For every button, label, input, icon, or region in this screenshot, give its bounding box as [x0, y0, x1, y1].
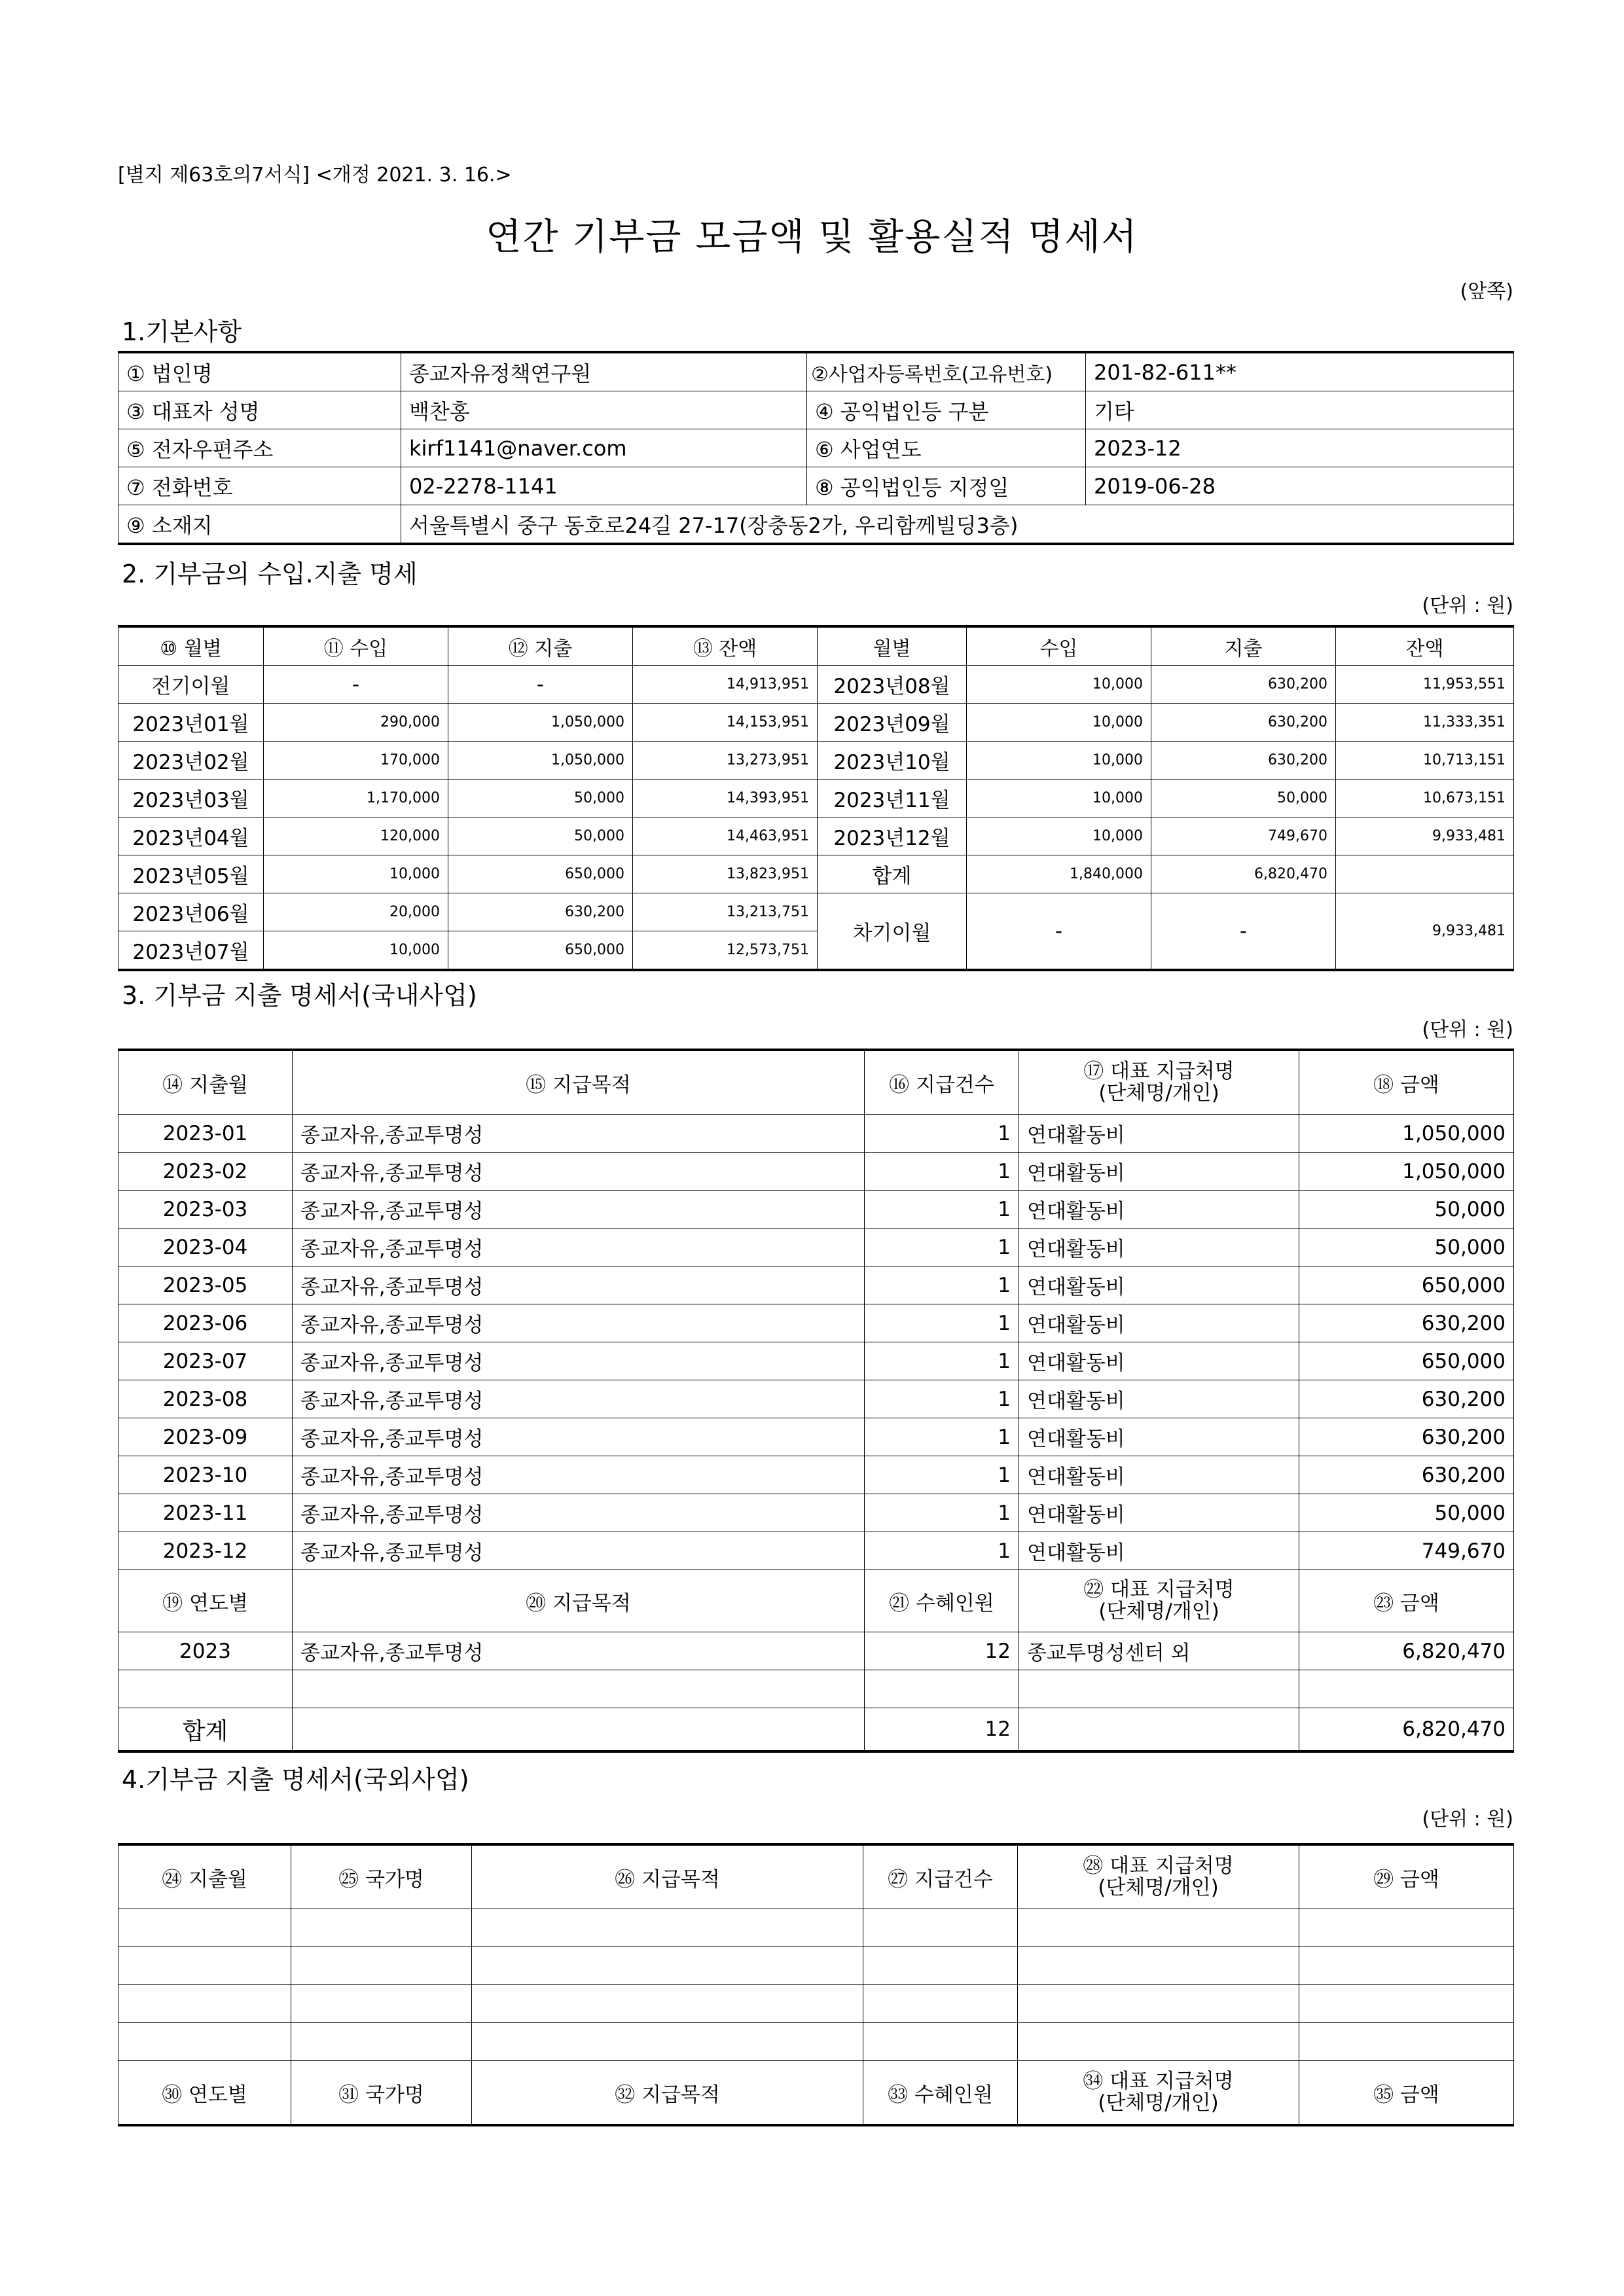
expense-cell: 630,200 [1151, 742, 1336, 780]
unit-label: (단위 : 원) [1422, 1018, 1513, 1041]
month-cell: 2023-05 [118, 1266, 293, 1304]
total-beneficiaries: 12 [865, 1708, 1019, 1752]
income-cell: 10,000 [967, 742, 1151, 780]
header-recipient-line2: (단체명/개인) [1098, 1081, 1219, 1105]
basic-row [118, 352, 1514, 391]
income-expense-table [118, 625, 1514, 971]
month-cell: 2023년02월 [118, 742, 264, 780]
month-cell: 2023-09 [118, 1418, 293, 1456]
recipient-cell: 연대활동비 [1019, 1191, 1299, 1229]
carry-income-cell: - [967, 893, 1151, 971]
overseas-empty-row [118, 1947, 1514, 1985]
label-location: ⑨ 소재지 [118, 505, 401, 545]
empty-cell [291, 1985, 472, 2023]
amount-cell: 650,000 [1299, 1266, 1514, 1304]
income-cell: 10,000 [264, 855, 448, 893]
purpose-cell: 종교자유,종교투명성 [293, 1266, 865, 1304]
value-representative: 백찬홍 [401, 391, 807, 429]
month-cell: 2023년11월 [818, 780, 967, 817]
header-recipient-line1: ㉘ 대표 지급처명 [1083, 1854, 1234, 1878]
header-month: ⑩ 월별 [118, 626, 264, 666]
overseas-empty-row [118, 2023, 1514, 2061]
value-phone: 02-2278-1141 [401, 467, 807, 505]
balance-cell: 13,823,951 [633, 855, 818, 893]
empty-cell [472, 1985, 863, 2023]
empty-cell [118, 1985, 291, 2023]
month-cell: 2023년08월 [818, 666, 967, 704]
page-side-note: (앞쪽) [1460, 280, 1513, 303]
value-business-number: 201-82-611** [1086, 352, 1514, 391]
purpose-cell: 종교자유,종교투명성 [293, 1115, 865, 1153]
count-cell: 1 [865, 1229, 1019, 1266]
month-cell: 2023-08 [118, 1380, 293, 1418]
empty-cell [863, 1947, 1018, 1985]
recipient-cell: 연대활동비 [1019, 1532, 1299, 1570]
total-purpose [293, 1708, 865, 1752]
expense-cell: 50,000 [1151, 780, 1336, 817]
income-cell: 1,170,000 [264, 780, 448, 817]
empty-cell [865, 1670, 1019, 1708]
header-recipient [1018, 1844, 1299, 1909]
header-expense-month: ㉔ 지출월 [118, 1844, 291, 1909]
domestic-row [118, 1418, 1514, 1456]
empty-cell [118, 2023, 291, 2061]
section-1-title: 1.기본사항 [122, 317, 242, 346]
header-recipient-2-line1: ㉞ 대표 지급처명 [1083, 2070, 1234, 2094]
header-income-2: 수입 [967, 626, 1151, 666]
domestic-row [118, 1532, 1514, 1570]
month-cell: 2023-03 [118, 1191, 293, 1229]
amount-cell: 1,050,000 [1299, 1153, 1514, 1191]
expense-cell: 630,200 [1151, 704, 1336, 742]
count-cell: 1 [865, 1191, 1019, 1229]
empty-cell [118, 1909, 291, 1947]
count-cell: 1 [865, 1304, 1019, 1342]
unit-label: (단위 : 원) [1422, 1808, 1513, 1831]
unit-label: (단위 : 원) [1422, 594, 1513, 617]
header-amount-2: ㉓ 금액 [1299, 1570, 1514, 1632]
overseas-header-row [118, 1844, 1514, 1909]
header-beneficiaries: ㉑ 수혜인원 [865, 1570, 1019, 1632]
purpose-cell: 종교자유,종교투명성 [293, 1456, 865, 1494]
domestic-row [118, 1456, 1514, 1494]
domestic-row [118, 1115, 1514, 1153]
income-row [118, 780, 1514, 817]
empty-cell [472, 2023, 863, 2061]
value-org-type: 기타 [1086, 391, 1514, 429]
basic-row [118, 467, 1514, 505]
header-recipient [1019, 1050, 1299, 1115]
purpose-cell: 종교자유,종교투명성 [293, 1153, 865, 1191]
empty-cell [1299, 2023, 1514, 2061]
recipient-cell: 연대활동비 [1019, 1229, 1299, 1266]
total-recipient [1019, 1708, 1299, 1752]
label-corp-name: ① 법인명 [118, 352, 401, 391]
expense-total-cell: 6,820,470 [1151, 855, 1336, 893]
recipient-cell: 연대활동비 [1019, 1153, 1299, 1191]
year-cell: 2023 [118, 1632, 293, 1670]
expense-cell: 650,000 [448, 931, 633, 971]
income-cell: 120,000 [264, 817, 448, 855]
header-country: ㉕ 국가명 [291, 1844, 472, 1909]
income-cell: 290,000 [264, 704, 448, 742]
header-recipient-2-line1: ㉒ 대표 지급처명 [1083, 1578, 1235, 1602]
header-beneficiaries: ㉝ 수혜인원 [863, 2061, 1018, 2126]
empty-cell [472, 1909, 863, 1947]
balance-cell: 14,463,951 [633, 817, 818, 855]
count-cell: 1 [865, 1494, 1019, 1532]
header-amount-2: ㉟ 금액 [1299, 2061, 1514, 2126]
domestic-row [118, 1342, 1514, 1380]
domestic-empty-row [118, 1670, 1514, 1708]
month-cell: 2023년09월 [818, 704, 967, 742]
purpose-cell: 종교자유,종교투명성 [293, 1191, 865, 1229]
income-cell: 10,000 [967, 780, 1151, 817]
header-expense-month: ⑭ 지출월 [118, 1050, 293, 1115]
expense-cell: 50,000 [448, 780, 633, 817]
header-recipient-2 [1019, 1570, 1299, 1632]
balance-cell: 14,913,951 [633, 666, 818, 704]
amount-cell: 6,820,470 [1299, 1632, 1514, 1670]
amount-cell: 630,200 [1299, 1456, 1514, 1494]
empty-cell [1299, 1670, 1514, 1708]
domestic-row [118, 1229, 1514, 1266]
label-org-type: ④ 공익법인등 구분 [807, 391, 1086, 429]
empty-cell [1299, 1909, 1514, 1947]
expense-cell: 650,000 [448, 855, 633, 893]
expense-cell: 630,200 [448, 893, 633, 931]
empty-cell [1299, 1985, 1514, 2023]
domestic-expense-table [118, 1049, 1514, 1753]
amount-cell: 630,200 [1299, 1418, 1514, 1456]
header-balance: ⑬ 잔액 [633, 626, 818, 666]
overseas-empty-row [118, 1909, 1514, 1947]
domestic-total-row [118, 1708, 1514, 1752]
total-amount: 6,820,470 [1299, 1708, 1514, 1752]
balance-cell: 10,673,151 [1336, 780, 1514, 817]
income-row [118, 704, 1514, 742]
recipient-cell: 종교투명성센터 외 [1019, 1632, 1299, 1670]
month-cell: 2023년05월 [118, 855, 264, 893]
header-expense: ⑫ 지출 [448, 626, 633, 666]
amount-cell: 50,000 [1299, 1229, 1514, 1266]
empty-cell [293, 1670, 865, 1708]
count-cell: 1 [865, 1380, 1019, 1418]
header-recipient-line2: (단체명/개인) [1098, 1876, 1219, 1899]
overseas-expense-table [118, 1843, 1514, 2126]
count-cell: 1 [865, 1115, 1019, 1153]
section-3-title: 3. 기부금 지출 명세서(국내사업) [122, 981, 477, 1010]
header-expense-2: 지출 [1151, 626, 1336, 666]
label-business-number: ②사업자등록번호(고유번호) [807, 352, 1086, 391]
month-cell: 2023년07월 [118, 931, 264, 971]
recipient-cell: 연대활동비 [1019, 1494, 1299, 1532]
month-cell: 2023-11 [118, 1494, 293, 1532]
income-cell: 170,000 [264, 742, 448, 780]
purpose-cell: 종교자유,종교투명성 [293, 1304, 865, 1342]
header-amount: ㉙ 금액 [1299, 1844, 1514, 1909]
month-cell: 2023년12월 [818, 817, 967, 855]
income-row [118, 666, 1514, 704]
month-cell: 2023-01 [118, 1115, 293, 1153]
income-cell: 10,000 [967, 704, 1151, 742]
domestic-header-row [118, 1050, 1514, 1115]
header-country-2: ㉛ 국가명 [291, 2061, 472, 2126]
amount-cell: 50,000 [1299, 1494, 1514, 1532]
purpose-cell: 종교자유,종교투명성 [293, 1342, 865, 1380]
count-cell: 1 [865, 1532, 1019, 1570]
empty-cell [863, 2023, 1018, 2061]
header-purpose-2: ㉜ 지급목적 [472, 2061, 863, 2126]
basic-row [118, 505, 1514, 545]
empty-cell [291, 2023, 472, 2061]
income-cell: 10,000 [967, 666, 1151, 704]
balance-cell: 13,213,751 [633, 893, 818, 931]
income-cell: 10,000 [264, 931, 448, 971]
recipient-cell: 연대활동비 [1019, 1418, 1299, 1456]
header-purpose-2: ⑳ 지급목적 [293, 1570, 865, 1632]
carry-expense-cell: - [1151, 893, 1336, 971]
total-label-cell: 합계 [818, 855, 967, 893]
expense-cell: 749,670 [1151, 817, 1336, 855]
empty-cell [1299, 1947, 1514, 1985]
income-total-cell: 1,840,000 [967, 855, 1151, 893]
header-recipient-2-line2: (단체명/개인) [1098, 2091, 1219, 2115]
domestic-row [118, 1191, 1514, 1229]
header-count: ⑯ 지급건수 [865, 1050, 1019, 1115]
month-cell: 2023년03월 [118, 780, 264, 817]
header-month-2: 월별 [818, 626, 967, 666]
label-fiscal-year: ⑥ 사업연도 [807, 429, 1086, 467]
header-income: ⑪ 수입 [264, 626, 448, 666]
count-cell: 1 [865, 1153, 1019, 1191]
amount-cell: 749,670 [1299, 1532, 1514, 1570]
empty-cell [1019, 1670, 1299, 1708]
purpose-cell: 종교자유,종교투명성 [293, 1380, 865, 1418]
label-representative: ③ 대표자 성명 [118, 391, 401, 429]
expense-cell: 1,050,000 [448, 742, 633, 780]
purpose-cell: 종교자유,종교투명성 [293, 1418, 865, 1456]
header-recipient-2-line2: (단체명/개인) [1098, 1600, 1219, 1623]
income-row [118, 893, 1514, 931]
income-cell: - [264, 666, 448, 704]
header-amount: ⑱ 금액 [1299, 1050, 1514, 1115]
domestic-row [118, 1304, 1514, 1342]
section-2-title: 2. 기부금의 수입.지출 명세 [122, 560, 418, 588]
empty-cell [118, 1947, 291, 1985]
basic-row [118, 429, 1514, 467]
month-cell: 2023-02 [118, 1153, 293, 1191]
amount-cell: 1,050,000 [1299, 1115, 1514, 1153]
carry-balance-cell: 9,933,481 [1336, 893, 1514, 971]
recipient-cell: 연대활동비 [1019, 1456, 1299, 1494]
header-recipient-line1: ⑰ 대표 지급처명 [1083, 1060, 1235, 1084]
domestic-row [118, 1494, 1514, 1532]
balance-cell: 10,713,151 [1336, 742, 1514, 780]
purpose-cell: 종교자유,종교투명성 [293, 1632, 865, 1670]
empty-cell [863, 1985, 1018, 2023]
balance-cell: 14,153,951 [633, 704, 818, 742]
section-4-title: 4.기부금 지출 명세서(국외사업) [122, 1765, 469, 1794]
month-cell: 2023년04월 [118, 817, 264, 855]
carry-label-cell: 차기이월 [818, 893, 967, 971]
expense-cell: - [448, 666, 633, 704]
document-title: 연간 기부금 모금액 및 활용실적 명세서 [486, 216, 1138, 259]
empty-cell [291, 1947, 472, 1985]
label-phone: ⑦ 전화번호 [118, 467, 401, 505]
domestic-row [118, 1153, 1514, 1191]
month-cell: 2023년10월 [818, 742, 967, 780]
label-email: ⑤ 전자우편주소 [118, 429, 401, 467]
balance-cell: 12,573,751 [633, 931, 818, 971]
count-cell: 1 [865, 1266, 1019, 1304]
month-cell: 2023-07 [118, 1342, 293, 1380]
header-balance-2: 잔액 [1336, 626, 1514, 666]
recipient-cell: 연대활동비 [1019, 1115, 1299, 1153]
beneficiaries-cell: 12 [865, 1632, 1019, 1670]
header-purpose: ㉖ 지급목적 [472, 1844, 863, 1909]
domestic-header-row-2 [118, 1570, 1514, 1632]
purpose-cell: 종교자유,종교투명성 [293, 1532, 865, 1570]
empty-cell [863, 1909, 1018, 1947]
header-year: ⑲ 연도별 [118, 1570, 293, 1632]
basic-info-table [118, 351, 1514, 545]
count-cell: 1 [865, 1418, 1019, 1456]
recipient-cell: 연대활동비 [1019, 1342, 1299, 1380]
balance-cell: 9,933,481 [1336, 817, 1514, 855]
income-row [118, 855, 1514, 893]
empty-cell [1018, 2023, 1299, 2061]
empty-cell [472, 1947, 863, 1985]
income-row [118, 817, 1514, 855]
balance-cell: 11,333,351 [1336, 704, 1514, 742]
expense-cell: 1,050,000 [448, 704, 633, 742]
month-cell: 2023-06 [118, 1304, 293, 1342]
header-count: ㉗ 지급건수 [863, 1844, 1018, 1909]
empty-cell [1018, 1909, 1299, 1947]
form-code: [별지 제63호의7서식] <개정 2021. 3. 16.> [118, 164, 512, 187]
amount-cell: 650,000 [1299, 1342, 1514, 1380]
empty-cell [1018, 1947, 1299, 1985]
income-cell: 10,000 [967, 817, 1151, 855]
domestic-year-row [118, 1632, 1514, 1670]
value-designation-date: 2019-06-28 [1086, 467, 1514, 505]
month-cell: 2023년01월 [118, 704, 264, 742]
amount-cell: 50,000 [1299, 1191, 1514, 1229]
recipient-cell: 연대활동비 [1019, 1266, 1299, 1304]
value-corp-name: 종교자유정책연구원 [401, 352, 807, 391]
basic-row [118, 391, 1514, 429]
recipient-cell: 연대활동비 [1019, 1380, 1299, 1418]
value-location: 서울특별시 중구 동호로24길 27-17(장충동2가, 우리함께빌딩3층) [401, 505, 1514, 545]
empty-cell [1018, 1985, 1299, 2023]
empty-cell [118, 1670, 293, 1708]
income-cell: 20,000 [264, 893, 448, 931]
month-cell: 2023-10 [118, 1456, 293, 1494]
month-cell: 2023-12 [118, 1532, 293, 1570]
value-fiscal-year: 2023-12 [1086, 429, 1514, 467]
overseas-empty-row [118, 1985, 1514, 2023]
income-row [118, 742, 1514, 780]
amount-cell: 630,200 [1299, 1304, 1514, 1342]
count-cell: 1 [865, 1456, 1019, 1494]
balance-cell: 14,393,951 [633, 780, 818, 817]
header-year: ㉚ 연도별 [118, 2061, 291, 2126]
amount-cell: 630,200 [1299, 1380, 1514, 1418]
count-cell: 1 [865, 1342, 1019, 1380]
balance-cell: 11,953,551 [1336, 666, 1514, 704]
month-cell: 2023-04 [118, 1229, 293, 1266]
empty-cell [291, 1909, 472, 1947]
label-designation-date: ⑧ 공익법인등 지정일 [807, 467, 1086, 505]
value-email: kirf1141@naver.com [401, 429, 807, 467]
purpose-cell: 종교자유,종교투명성 [293, 1229, 865, 1266]
month-cell: 2023년06월 [118, 893, 264, 931]
purpose-cell: 종교자유,종교투명성 [293, 1494, 865, 1532]
recipient-cell: 연대활동비 [1019, 1304, 1299, 1342]
domestic-row [118, 1380, 1514, 1418]
total-label: 합계 [118, 1708, 293, 1752]
expense-cell: 50,000 [448, 817, 633, 855]
domestic-row [118, 1266, 1514, 1304]
overseas-header-row-2 [118, 2061, 1514, 2126]
header-purpose: ⑮ 지급목적 [293, 1050, 865, 1115]
expense-cell: 630,200 [1151, 666, 1336, 704]
balance-cell: 13,273,951 [633, 742, 818, 780]
header-recipient-2 [1018, 2061, 1299, 2126]
month-cell: 전기이월 [118, 666, 264, 704]
balance-total-cell [1336, 855, 1514, 893]
income-header-row [118, 626, 1514, 666]
